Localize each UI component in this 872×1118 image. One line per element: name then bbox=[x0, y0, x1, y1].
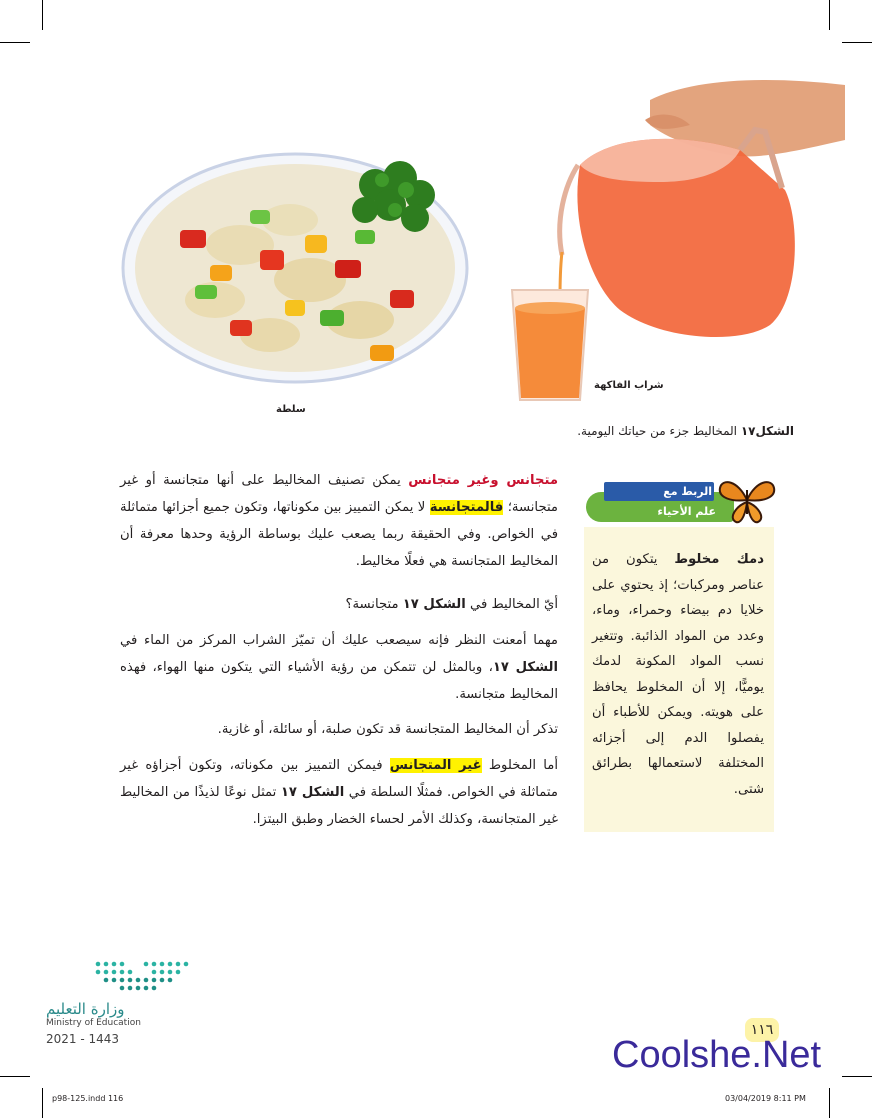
p5-text-c: تمثل نوعًا لذيذًا من المخاليط غير المتجانسة، وكذلك الأمر لحساء الخضار وطبق البيتزا. bbox=[120, 785, 558, 827]
figure-caption-label: الشكل١٧ bbox=[740, 424, 794, 438]
crop-mark bbox=[842, 42, 872, 43]
crop-mark bbox=[0, 42, 30, 43]
term-homogeneous: فالمتجانسة bbox=[429, 500, 504, 515]
salad-photo bbox=[120, 150, 470, 385]
ministry-name-arabic: وزارة التعليم bbox=[46, 1000, 125, 1018]
question-paragraph bbox=[120, 591, 558, 618]
paragraph-homogeneous bbox=[120, 467, 558, 575]
butterfly-icon bbox=[718, 476, 776, 524]
juice-photo bbox=[500, 70, 845, 410]
p5-text-a: أما المخلوط bbox=[481, 758, 558, 773]
crop-mark bbox=[842, 1076, 872, 1077]
footer-file-slug: p98-125.indd 116 bbox=[52, 1094, 124, 1103]
p3-text-b: ، وبالمثل لن تتمكن من رؤية الأشياء التي يتكون منها الهواء، فهذه المخاليط متجانسة. bbox=[120, 660, 558, 702]
ministry-logo-icon bbox=[92, 958, 190, 992]
paragraph-heterogeneous bbox=[120, 752, 558, 833]
figure-caption-text: المخاليط جزء من حياتك اليومية. bbox=[577, 424, 741, 438]
badge-title: الربط مع bbox=[663, 485, 712, 498]
footer-date-slug: 03/04/2019 8:11 PM bbox=[725, 1094, 806, 1103]
section-heading: متجانس وغير متجانس bbox=[408, 473, 559, 488]
page-number: ١١٦ bbox=[745, 1018, 779, 1042]
ministry-year: 2021 - 1443 bbox=[46, 1032, 120, 1046]
crop-mark bbox=[42, 1088, 43, 1118]
term-heterogeneous: غير المتجانس bbox=[389, 758, 482, 773]
badge-subject: علم الأحياء bbox=[657, 505, 716, 518]
p5-figure-ref: الشكل ١٧ bbox=[280, 785, 345, 800]
ministry-name-english: Ministry of Education bbox=[46, 1018, 141, 1028]
sidebar-term: دمك مخلوط bbox=[674, 552, 764, 567]
p5-text-b: فيمكن التمييز بين مكوناته، وتكون أجزاؤه غير متماثلة في الخواص. فمثلًا السلطة في bbox=[120, 758, 558, 800]
watermark: Coolshe.Net bbox=[612, 1034, 822, 1076]
juice-label: شراب الفاكهة bbox=[594, 380, 664, 391]
figure-caption bbox=[560, 424, 794, 438]
p2-text-a: أيّ المخاليط في bbox=[465, 597, 558, 612]
crop-mark bbox=[0, 1076, 30, 1077]
p3-figure-ref: الشكل ١٧ bbox=[492, 660, 558, 675]
biology-connection-box bbox=[584, 527, 774, 832]
p1-text-b: لا يمكن التمييز بين مكوناتها، وتكون جميع أجزائها متماثلة في الخواص. وفي الحقيقة ربما يصعب عليك بوساطة الرؤية وحدها معرفة أن المخاليط المتجانسة هي فعلًا مخاليط. bbox=[120, 500, 558, 569]
p2-figure-ref: الشكل ١٧ bbox=[402, 597, 466, 612]
crop-mark bbox=[42, 0, 43, 30]
paragraph-answer bbox=[120, 627, 558, 708]
salad-label: سلطة bbox=[276, 404, 306, 415]
p2-text-b: متجانسة؟ bbox=[345, 597, 403, 612]
paragraph-states: تذكر أن المخاليط المتجانسة قد تكون صلبة، أو سائلة، أو غازية. bbox=[217, 722, 558, 737]
crop-mark bbox=[829, 0, 830, 30]
sidebar-body: يتكون من عناصر ومركبات؛ إذ يحتوي على خلايا دم بيضاء وحمراء، وماء، وعدد من المواد الذائبة. وتتغير نسب المواد المكونة لدمك يوميًّا، إلا أن المخلوط يحافظ على هويته. ويمكن للأطباء أن يفصلوا الدم إلى أجزائه المختلفة لاستعمالها بطرائق شتى. bbox=[592, 552, 764, 797]
p3-text-a: مهما أمعنت النظر فإنه سيصعب عليك أن تميّز الشراب المركز من الماء في bbox=[120, 633, 558, 648]
crop-mark bbox=[829, 1088, 830, 1118]
p1-text-a: يمكن تصنيف المخاليط على أنها متجانسة أو غير متجانسة؛ bbox=[120, 473, 558, 515]
sidebar-text bbox=[592, 547, 764, 802]
